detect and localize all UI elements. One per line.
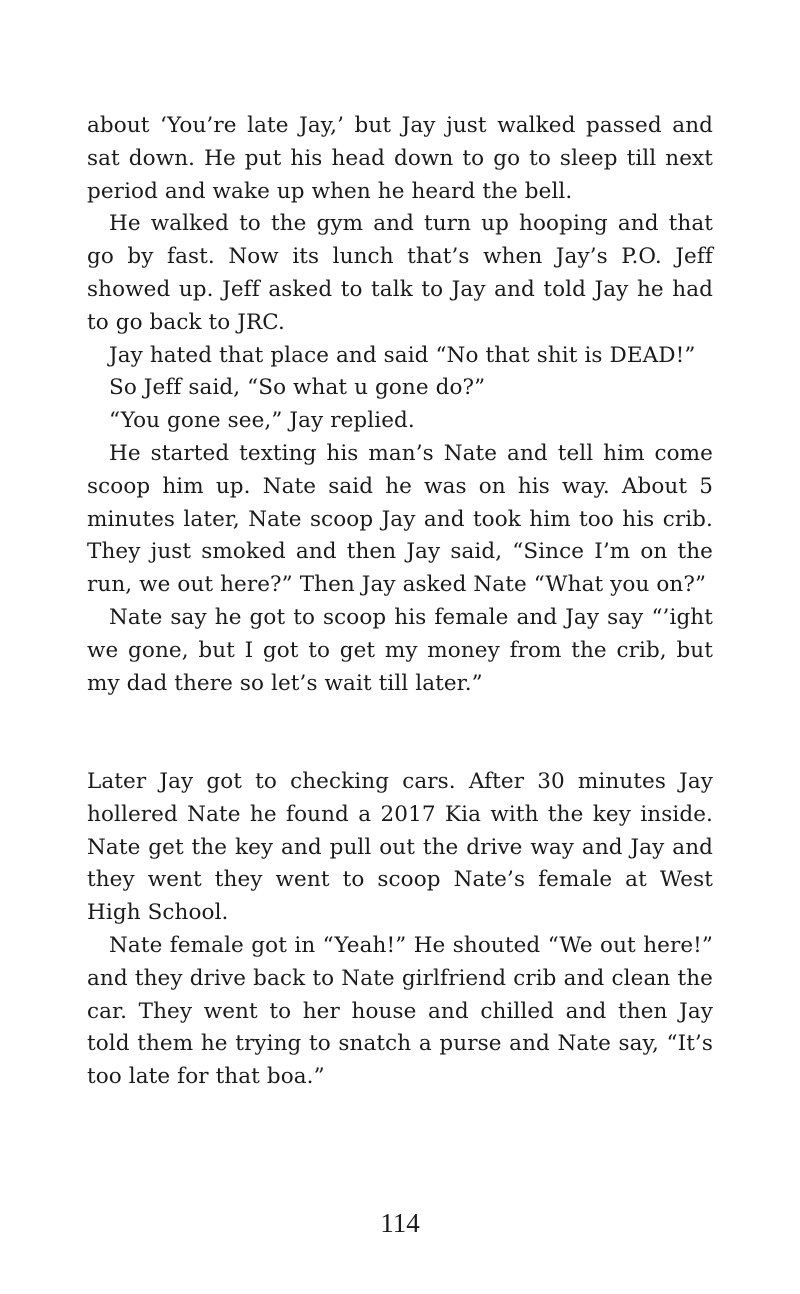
paragraph: Nate say he got to scoop his female and Jay say “’ight we gone, but I got to get my money from the crib, but my dad there so let’s wait till later.” (87, 604, 713, 696)
paragraph: Jay hated that place and said “No that shit is DEAD!” (109, 342, 696, 368)
section-break (87, 700, 713, 766)
paragraph: So Jeff said, “So what u gone do?” (109, 375, 486, 401)
paragraph: He walked to the gym and turn up hooping and that go by fast. Now its lunch that’s when Jay’s P.O. Jeff showed up. Jeff asked to talk to Jay and told Jay he had to go back to JRC. (87, 211, 713, 335)
paragraph: Later Jay got to checking cars. After 30 minutes Jay hollered Nate he found a 2017 Kia with the key inside. Nate get the key and pull out the drive way and Jay and they went they went to scoop Nate’s female at West High School. (87, 768, 713, 926)
paragraph: He started texting his man’s Nate and tell him come scoop him up. Nate said he was on his way. About 5 minutes later, Nate scoop Jay and took him too his crib. They just smoked and then Jay said, “Since I’m on the run, we out here?” Then Jay asked Nate “What you on?” (87, 440, 713, 598)
paragraph: “You gone see,” Jay replied. (109, 408, 415, 434)
paragraph: about ‘You’re late Jay,’ but Jay just walked passed and sat down. He put his head down to go to sleep till next period and wake up when he heard the bell. (87, 113, 713, 204)
page-body (87, 110, 713, 1094)
paragraph: Nate female got in “Yeah!” He shouted “We out here!” and they drive back to Nate girlfriend crib and clean the car. They went to her house and chilled and then Jay told them he trying to snatch a purse and Nate say, “It’s too late for that boa.” (87, 932, 713, 1090)
page-number: 114 (380, 1208, 420, 1238)
